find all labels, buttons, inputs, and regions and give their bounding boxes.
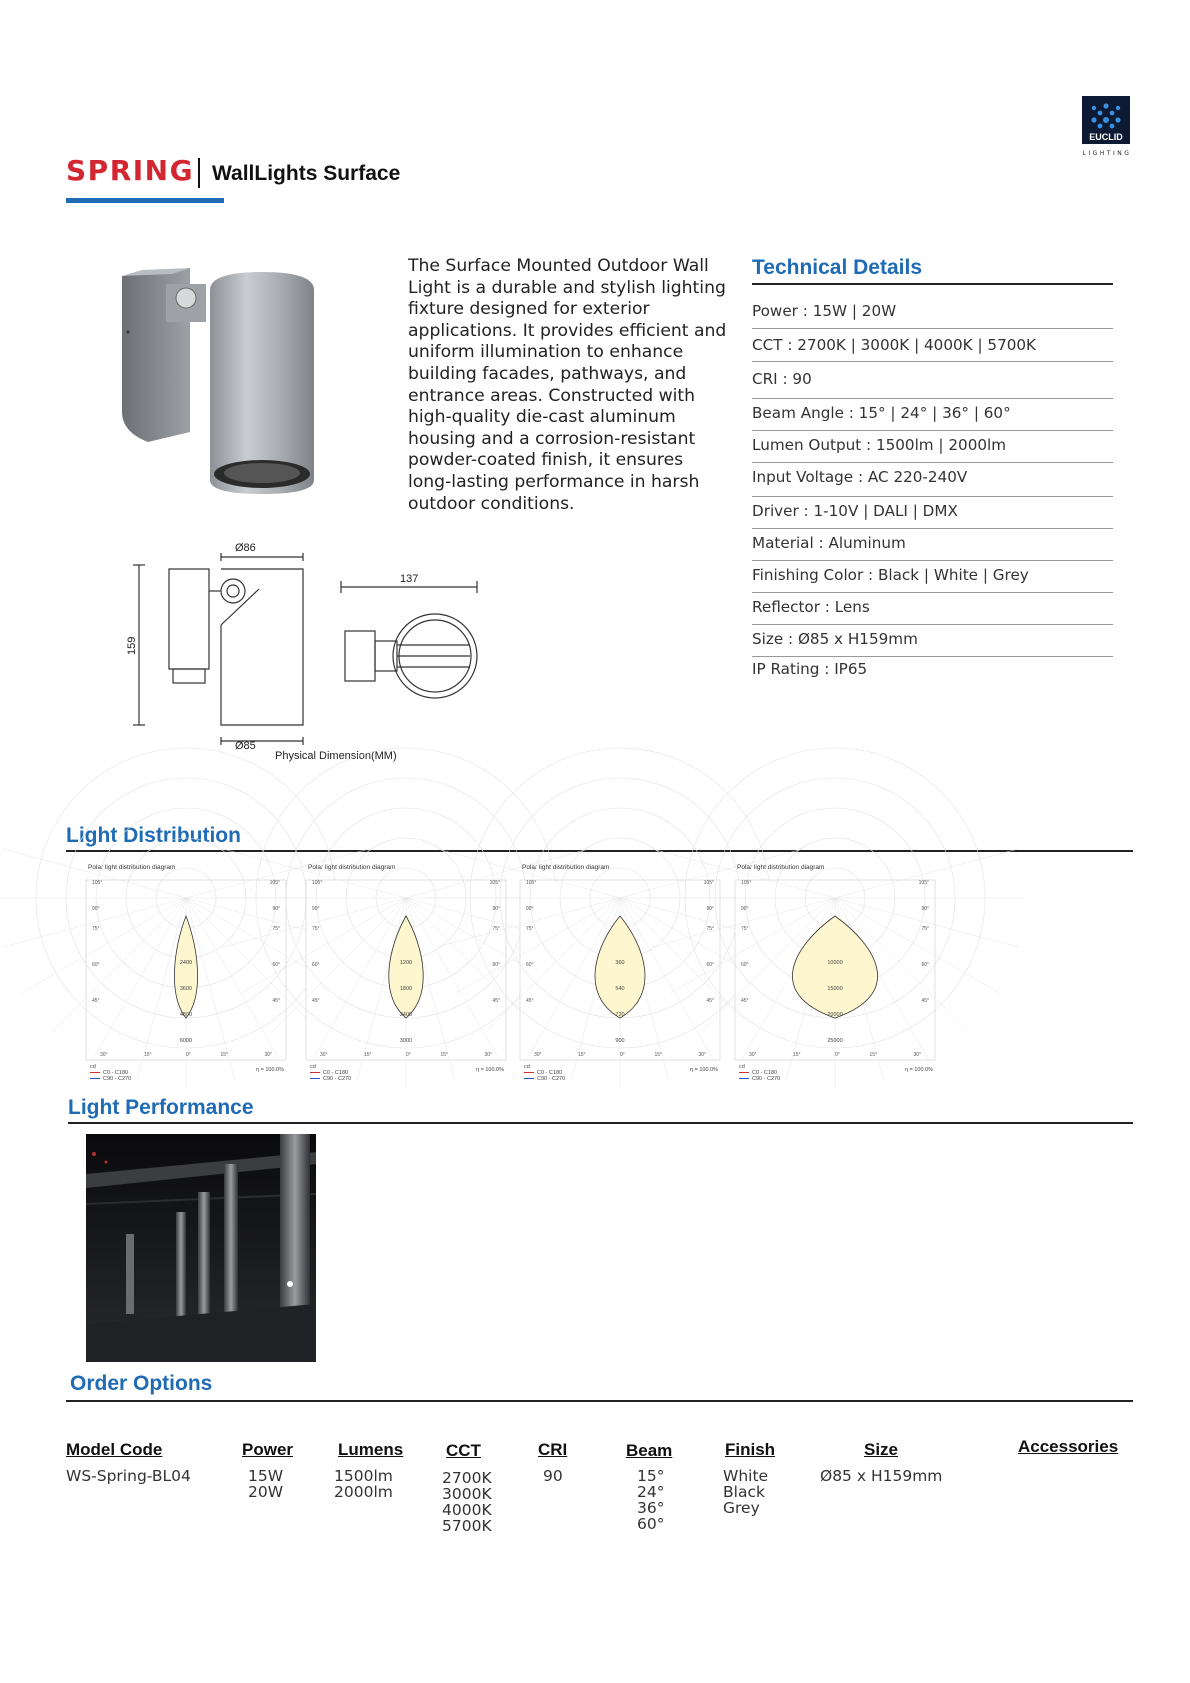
spec-divider [752,328,1113,329]
polar-angle-label: 75° [92,926,100,932]
polar-angle-label: 30° [698,1052,706,1058]
polar-legend [90,1064,131,1082]
polar-value-label: 3000 [399,1038,413,1044]
polar-diagram [520,858,728,1086]
polar-angle-label: 105° [741,880,752,886]
polar-angle-label: 90° [526,906,534,912]
polar-angle-label: 75° [272,926,280,932]
spec-item: Input Voltage : AC 220-240V [752,468,968,486]
spec-divider [752,361,1113,362]
polar-angle-label: 105° [312,880,323,886]
spec-divider [752,624,1113,625]
legend-swatch [739,1072,749,1073]
polar-legend-item: C90 - C270 [524,1076,565,1082]
polar-diagram [735,858,943,1086]
header-size: Size [864,1440,899,1459]
spec-item: IP Rating : IP65 [752,660,868,678]
header-cct: CCT [446,1441,481,1460]
spec-divider [752,496,1113,497]
polar-efficiency: η = 100.0% [905,1067,933,1073]
polar-angle-label: 60° [92,962,100,968]
polar-angle-label: 105° [526,880,537,886]
dim-caption: Physical Dimension(MM) [275,750,397,762]
polar-angle-label: 30° [264,1052,272,1058]
legend-swatch [90,1072,100,1073]
dim-diameter-top: Ø86 [235,542,256,554]
polar-angle-label: 60° [272,962,280,968]
polar-diagram-title: Polar light distribution diagram [737,864,825,871]
polar-angle-label: 90° [312,906,320,912]
spec-item: Power : 15W | 20W [752,302,897,320]
light-performance-rule [68,1122,1133,1124]
polar-legend-item: C90 - C270 [739,1076,780,1082]
polar-angle-label: 15° [578,1052,586,1058]
polar-angle-label: 30° [913,1052,921,1058]
legend-swatch [310,1072,320,1073]
polar-angle-label: 0° [406,1052,411,1058]
product-description: The Surface Mounted Outdoor Wall Light is a durable and stylish lighting fixture designed for exterior applications. It provides efficient and uniform illumination to enhance building facades, pathways, and entrance areas. Constructed with high-quality die-cast aluminum housing and a corrosion-resistant powder-coated finish, it ensures long-lasting performance in harsh outdoor conditions. [408,256,727,514]
polar-angle-label: 45° [92,998,100,1004]
cell-lumens: 1500lm 2000lm [334,1467,393,1501]
cell-size: Ø85 x H159mm [820,1467,943,1485]
polar-angle-label: 75° [706,926,714,932]
polar-angle-label: 30° [320,1052,328,1058]
euclid-logo-icon [1082,96,1130,144]
legend-swatch [524,1072,534,1073]
polar-legend [524,1064,565,1082]
polar-angle-label: 45° [312,998,320,1004]
header-accessories: Accessories [1018,1437,1119,1456]
spec-item: Lumen Output : 1500lm | 2000lm [752,436,1007,454]
dim-depth: 137 [400,573,419,585]
header-beam: Beam [626,1441,673,1460]
polar-unit: cd [739,1064,745,1070]
cell-model-code: WS-Spring-BL04 [66,1467,191,1485]
header-finish: Finish [725,1440,776,1459]
polar-legend [310,1064,351,1082]
polar-value-label: 540 [615,986,625,992]
cell-beam: 15° 24° 36° 60° [637,1467,665,1533]
logo-name: EUCLID [1089,132,1123,142]
polar-angle-label: 45° [921,998,929,1004]
polar-angle-label: 15° [220,1052,228,1058]
order-options-rule [66,1400,1133,1402]
polar-angle-label: 60° [526,962,534,968]
technical-details-rule [752,283,1113,285]
polar-chart [520,880,720,1080]
polar-angle-label: 60° [706,962,714,968]
spec-item: Finishing Color : Black | White | Grey [752,566,1029,584]
polar-angle-label: 75° [921,926,929,932]
polar-angle-label: 90° [741,906,749,912]
spec-item: Driver : 1-10V | DALI | DMX [752,502,958,520]
header-separator [198,158,200,188]
polar-chart [735,880,935,1080]
polar-unit: cd [524,1064,530,1070]
polar-legend-item: C0 - C180 [524,1070,565,1076]
polar-angle-label: 90° [706,906,714,912]
spec-divider [752,398,1113,399]
polar-legend [739,1064,780,1082]
polar-angle-label: 90° [92,906,100,912]
polar-legend-item: C90 - C270 [90,1076,131,1082]
polar-angle-label: 45° [272,998,280,1004]
polar-angle-label: 15° [793,1052,801,1058]
polar-angle-label: 45° [706,998,714,1004]
polar-angle-label: 45° [526,998,534,1004]
spec-divider [752,592,1113,593]
cell-cri: 90 [543,1467,563,1485]
polar-value-label: 720 [615,1012,625,1018]
polar-angle-label: 105° [703,880,714,886]
polar-unit: cd [310,1064,316,1070]
dimension-drawing [125,525,487,762]
spec-item: CRI : 90 [752,370,812,388]
polar-angle-label: 15° [440,1052,448,1058]
polar-diagram-title: Polar light distribution diagram [308,864,396,871]
order-options-title: Order Options [70,1372,213,1395]
polar-value-label: 6000 [179,1038,193,1044]
cell-cct: 2700K 3000K 4000K 5700K [442,1469,492,1535]
polar-legend-item: C90 - C270 [310,1076,351,1082]
polar-value-label: 10000 [827,960,843,966]
spec-item: Beam Angle : 15° | 24° | 36° | 60° [752,404,1011,422]
polar-angle-label: 0° [835,1052,840,1058]
polar-value-label: 900 [615,1038,625,1044]
polar-efficiency: η = 100.0% [256,1067,284,1073]
polar-angle-label: 105° [269,880,280,886]
polar-diagram [306,858,514,1086]
dim-diameter-bottom: Ø85 [235,740,256,752]
polar-angle-label: 60° [492,962,500,968]
polar-angle-label: 105° [918,880,929,886]
polar-angle-label: 45° [741,998,749,1004]
header-power: Power [242,1440,294,1459]
polar-value-label: 360 [615,960,625,966]
polar-angle-label: 90° [492,906,500,912]
spec-item: Material : Aluminum [752,534,906,552]
polar-angle-label: 30° [100,1052,108,1058]
application-photo [86,1134,316,1362]
spec-item: Reflector : Lens [752,598,870,616]
polar-angle-label: 105° [489,880,500,886]
spec-item: CCT : 2700K | 3000K | 4000K | 5700K [752,336,1037,354]
polar-angle-label: 75° [312,926,320,932]
polar-angle-label: 75° [526,926,534,932]
polar-value-label: 2400 [399,1012,413,1018]
header-lumens: Lumens [338,1440,404,1459]
polar-diagram-title: Polar light distribution diagram [522,864,610,871]
polar-efficiency: η = 100.0% [690,1067,718,1073]
spec-divider [752,430,1113,431]
polar-value-label: 4800 [179,1012,193,1018]
cell-power: 15W 20W [248,1467,284,1501]
polar-angle-label: 15° [869,1052,877,1058]
page-title: WallLights Surface [212,162,401,185]
light-distribution-title: Light Distribution [66,824,241,847]
logo-subtitle: LIGHTING [1082,150,1132,157]
polar-angle-label: 15° [364,1052,372,1058]
polar-angle-label: 0° [620,1052,625,1058]
polar-angle-label: 30° [484,1052,492,1058]
polar-angle-label: 60° [921,962,929,968]
polar-angle-label: 60° [312,962,320,968]
polar-legend-item: C0 - C180 [310,1070,351,1076]
polar-value-label: 3600 [179,986,193,992]
polar-angle-label: 15° [654,1052,662,1058]
polar-value-label: 15000 [827,986,843,992]
polar-angle-label: 45° [492,998,500,1004]
polar-unit: cd [90,1064,96,1070]
legend-swatch [524,1078,534,1079]
polar-legend-item: C0 - C180 [90,1070,131,1076]
polar-chart [86,880,286,1080]
polar-angle-label: 90° [921,906,929,912]
polar-angle-label: 15° [144,1052,152,1058]
polar-angle-label: 0° [186,1052,191,1058]
polar-value-label: 25000 [827,1038,843,1044]
polar-angle-label: 30° [749,1052,757,1058]
header-model-code: Model Code [66,1440,163,1459]
polar-diagram [86,858,294,1086]
spec-divider [752,462,1113,463]
polar-value-label: 1200 [399,960,413,966]
legend-swatch [739,1078,749,1079]
polar-angle-label: 75° [492,926,500,932]
polar-angle-label: 105° [92,880,103,886]
spec-item: Size : Ø85 x H159mm [752,630,918,648]
polar-legend-item: C0 - C180 [739,1070,780,1076]
light-distribution-rule [66,850,1133,852]
polar-angle-label: 75° [741,926,749,932]
legend-swatch [310,1078,320,1079]
polar-value-label: 20000 [827,1012,843,1018]
polar-diagram-title: Polar light distribution diagram [88,864,176,871]
spec-divider [752,560,1113,561]
polar-angle-label: 30° [534,1052,542,1058]
cell-finish: White Black Grey [723,1467,769,1517]
polar-chart [306,880,506,1080]
brand-title: SPRING [66,154,195,187]
product-photo [112,262,322,498]
legend-swatch [90,1078,100,1079]
technical-details-title: Technical Details [752,256,923,279]
header-underline [66,198,224,203]
polar-value-label: 2400 [179,960,193,966]
polar-value-label: 1800 [399,986,413,992]
spec-divider [752,656,1113,657]
polar-angle-label: 60° [741,962,749,968]
polar-efficiency: η = 100.0% [476,1067,504,1073]
header-cri: CRI [538,1440,568,1459]
dim-height: 159 [126,636,138,655]
polar-angle-label: 90° [272,906,280,912]
spec-divider [752,528,1113,529]
light-performance-title: Light Performance [68,1096,254,1119]
